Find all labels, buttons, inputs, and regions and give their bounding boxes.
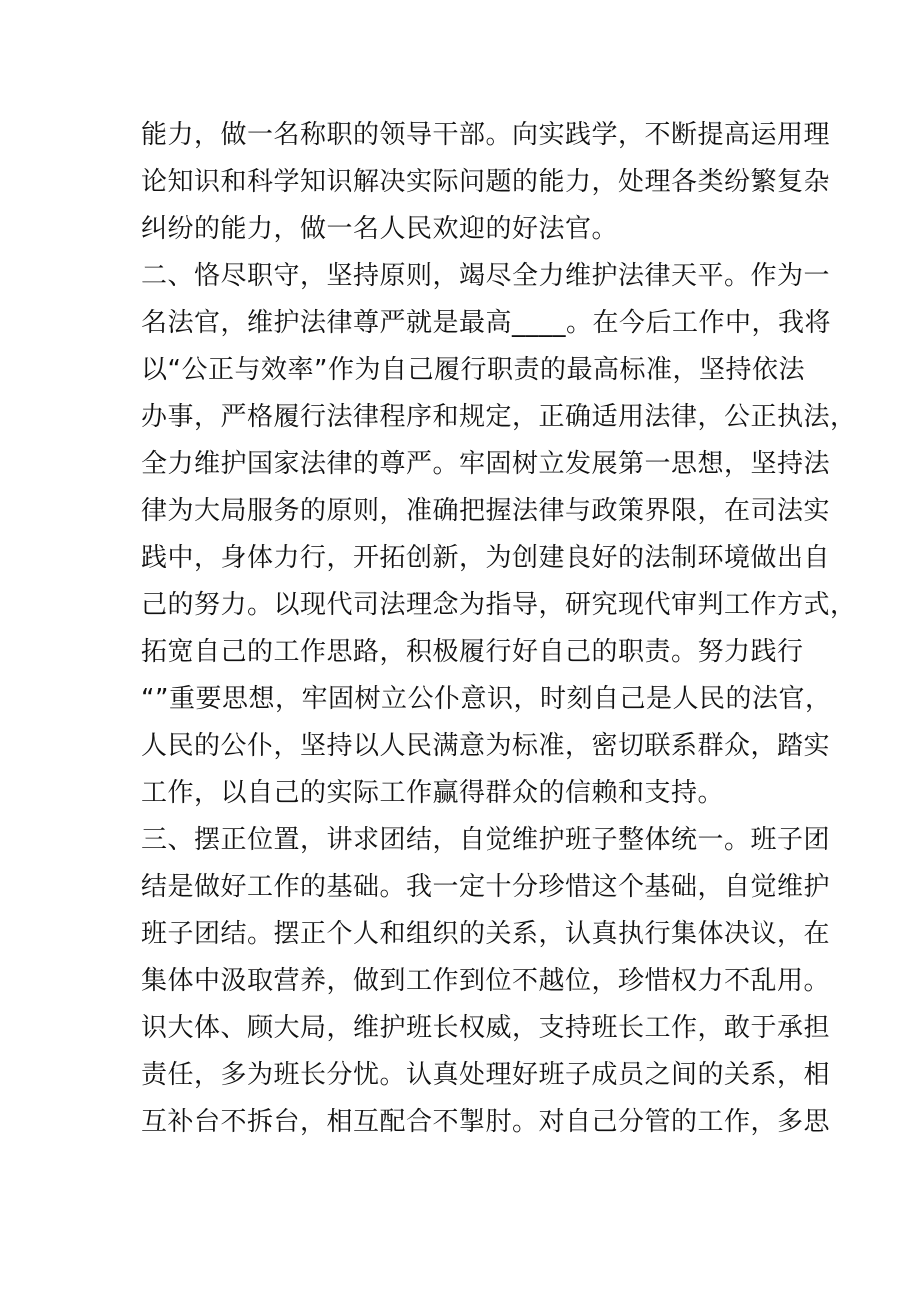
text-line: 结是做好工作的基础。我一定十分珍惜这个基础，自觉维护 (141, 872, 831, 902)
text-line: 班子团结。摆正个人和组织的关系，认真执行集体决议，在 (141, 919, 831, 949)
text-line: 工作，以自己的实际工作赢得群众的信赖和支持。 (141, 778, 725, 808)
text-line: “”重要思想，牢固树立公仆意识，时刻自己是人民的法官， (141, 684, 832, 714)
text-line: 人民的公仆，坚持以人民满意为标准，密切联系群众，踏实 (141, 731, 831, 761)
text-line: 能力，做一名称职的领导干部。向实践学，不断提高运用理 (141, 120, 831, 150)
text-line: 二、恪尽职守，坚持原则，竭尽全力维护法律天平。作为一 (141, 261, 831, 291)
text-line: 责任，多为班长分忧。认真处理好班子成员之间的关系，相 (141, 1060, 831, 1090)
text-line: 己的努力。以现代司法理念为指导，研究现代审判工作方式， (141, 590, 857, 620)
text-line: 论知识和科学知识解决实际问题的能力，处理各类纷繁复杂 (141, 167, 831, 197)
text-line: 识大体、顾大局，维护班长权威，支持班长工作，敢于承担 (141, 1013, 831, 1043)
text-line: 办事，严格履行法律程序和规定，正确适用法律，公正执法， (141, 402, 857, 432)
text-line: 集体中汲取营养，做到工作到位不越位，珍惜权力不乱用。 (141, 966, 831, 996)
text-line: 互补台不拆台，相互配合不掣肘。对自己分管的工作，多思 (141, 1107, 831, 1137)
text-line: 律为大局服务的原则，准确把握法律与政策界限，在司法实 (141, 496, 831, 526)
text-line: 以“公正与效率”作为自己履行职责的最高标准，坚持依法 (141, 355, 805, 385)
text-line: 践中，身体力行，开拓创新，为创建良好的法制环境做出自 (141, 543, 831, 573)
text-line: 全力维护国家法律的尊严。牢固树立发展第一思想，坚持法 (141, 449, 831, 479)
text-line: 名法官，维护法律尊严就是最高____。在今后工作中，我将 (141, 308, 832, 338)
text-line: 三、摆正位置，讲求团结，自觉维护班子整体统一。班子团 (141, 825, 831, 855)
document-body (141, 112, 857, 1146)
text-line: 纠纷的能力，做一名人民欢迎的好法官。 (141, 214, 619, 244)
text-line: 拓宽自己的工作思路，积极履行好自己的职责。努力践行 (141, 637, 804, 667)
